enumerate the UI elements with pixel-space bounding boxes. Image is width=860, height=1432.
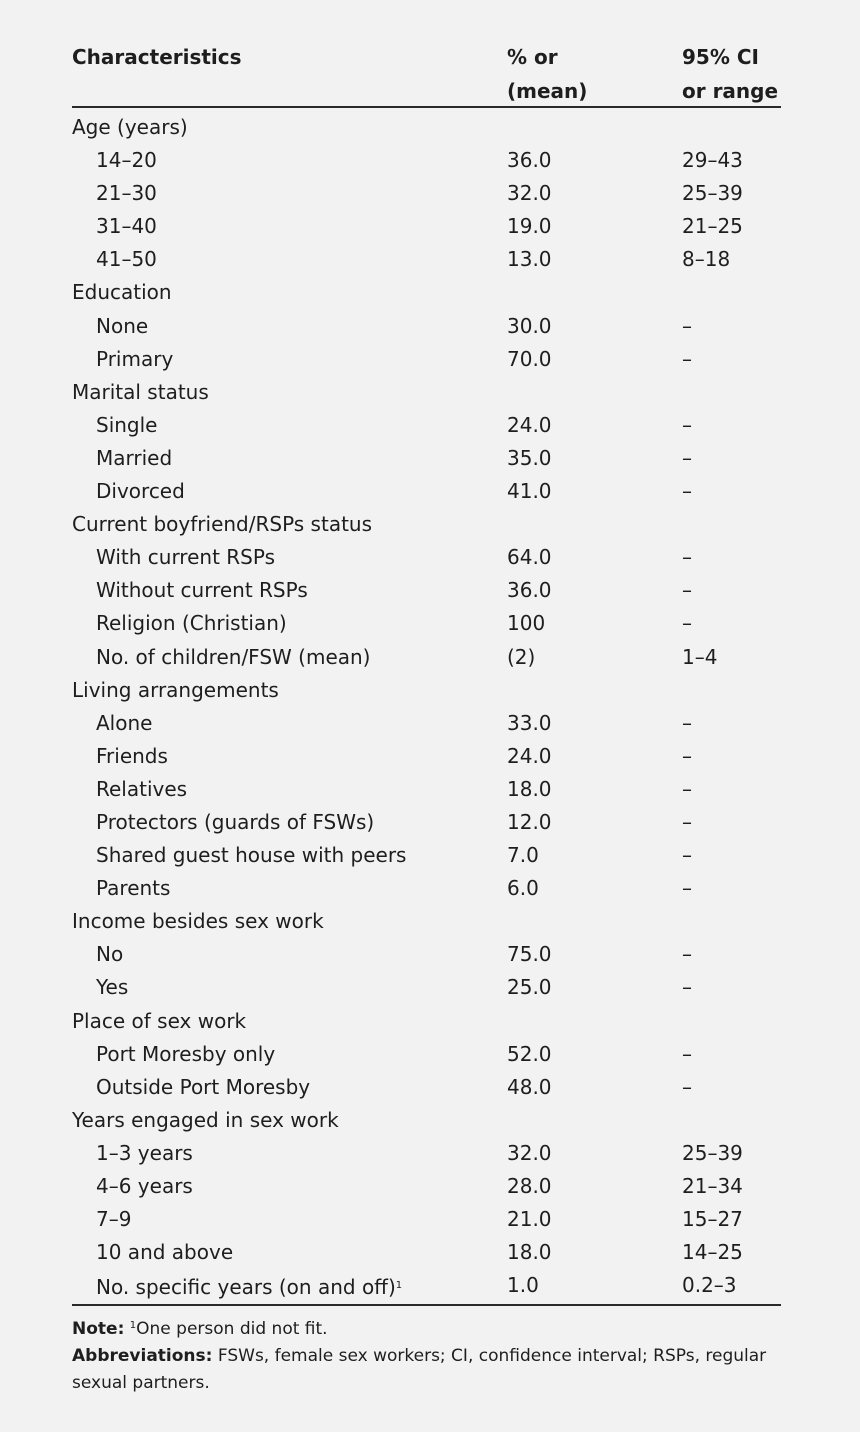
row-label: [96, 310, 148, 343]
header-rule: [72, 106, 781, 108]
table-header: [72, 0, 781, 108]
row-ci: –: [682, 611, 692, 636]
header-ci-range: [682, 40, 778, 108]
row-label: [96, 1236, 233, 1269]
row-label-text: None: [96, 313, 149, 338]
row-label-text: Divorced: [96, 479, 185, 504]
row-label: [96, 210, 157, 243]
row-label-text: Relatives: [96, 776, 188, 801]
row-value: 32.0: [507, 181, 552, 206]
table-row: [72, 243, 781, 276]
category-row: [72, 111, 781, 144]
row-value: (2): [507, 644, 536, 669]
row-label-text: Education: [72, 280, 172, 305]
abbreviations-label: Abbreviations:: [72, 1346, 213, 1366]
row-value: 30.0: [507, 313, 552, 338]
table-row: [72, 1038, 781, 1071]
header-ci-line2: or range: [682, 79, 779, 103]
row-ci: –: [682, 843, 692, 868]
table-row: [72, 707, 781, 740]
row-ci: 29–43: [682, 148, 743, 173]
row-label-text: Place of sex work: [72, 1008, 247, 1033]
row-label: [96, 1038, 275, 1071]
header-ci-line1: 95% CI: [682, 45, 759, 69]
row-value: 1.0: [507, 1273, 539, 1298]
row-label-text: 1–3 years: [96, 1140, 193, 1165]
row-value: 64.0: [507, 545, 552, 570]
row-label-text: Outside Port Moresby: [96, 1074, 311, 1099]
row-label: [96, 607, 287, 640]
row-label-text: With current RSPs: [96, 545, 275, 570]
table-row: [72, 310, 781, 343]
row-value: 100: [507, 611, 546, 636]
row-ci: 8–18: [682, 247, 731, 272]
row-label: [72, 674, 279, 707]
row-value: 36.0: [507, 578, 552, 603]
row-label-text: Shared guest house with peers: [96, 843, 407, 868]
header-percent-mean: [507, 40, 587, 108]
row-label-text: Married: [96, 445, 173, 470]
row-label-text: Primary: [96, 346, 174, 371]
row-ci: –: [682, 809, 692, 834]
table-row: [72, 144, 781, 177]
row-label-text: No: [96, 942, 124, 967]
row-value: 70.0: [507, 346, 552, 371]
row-ci: –: [682, 313, 692, 338]
row-label: [96, 177, 157, 210]
table-row: [72, 971, 781, 1004]
row-ci: –: [682, 1041, 692, 1066]
row-label: [72, 111, 188, 144]
row-ci: 15–27: [682, 1207, 743, 1232]
table-row: [72, 641, 781, 674]
row-label-text: Religion (Christian): [96, 611, 287, 636]
row-label-text: No. specific years (on and off): [96, 1275, 396, 1300]
abbreviations-line: [72, 1343, 784, 1397]
row-label-text: Age (years): [72, 115, 188, 139]
note-superscript: 1: [129, 1320, 137, 1331]
row-label-text: Without current RSPs: [96, 578, 308, 603]
row-ci: 21–25: [682, 214, 743, 239]
table-row: [72, 210, 781, 243]
category-row: [72, 276, 781, 309]
table-row: [72, 872, 781, 905]
table-row: [72, 1269, 781, 1302]
row-label-text: 14–20: [96, 148, 157, 173]
table-row: [72, 409, 781, 442]
category-row: [72, 905, 781, 938]
row-ci: 25–39: [682, 1140, 743, 1165]
row-value: 28.0: [507, 1174, 552, 1198]
table-row: [72, 1071, 781, 1104]
row-value: 19.0: [507, 214, 552, 239]
table-row: [72, 541, 781, 574]
row-label: [96, 971, 128, 1004]
row-value: 41.0: [507, 479, 552, 504]
row-ci: 1–4: [682, 644, 718, 669]
table-row: [72, 1137, 781, 1170]
row-label-text: 41–50: [96, 247, 157, 272]
row-value: 18.0: [507, 1240, 552, 1265]
row-ci: –: [682, 776, 692, 801]
row-label: [72, 376, 209, 409]
row-label-text: Living arrangements: [72, 677, 279, 702]
row-ci: –: [682, 942, 692, 967]
row-label: [96, 773, 187, 806]
row-ci: –: [682, 346, 692, 371]
row-label-text: No. of children/FSW (mean): [96, 644, 371, 669]
row-label-text: 31–40: [96, 214, 157, 239]
table-row: [72, 1203, 781, 1236]
row-value: 24.0: [507, 412, 552, 437]
row-superscript: 1: [395, 1280, 403, 1292]
table-row: [72, 740, 781, 773]
row-label-text: Parents: [96, 876, 171, 901]
row-ci: –: [682, 545, 692, 570]
row-value: 75.0: [507, 942, 552, 967]
row-label: [96, 541, 275, 574]
table-row: [72, 1236, 781, 1269]
row-label-text: Yes: [96, 975, 129, 1000]
row-value: 7.0: [507, 843, 539, 868]
row-ci: 0.2–3: [682, 1273, 737, 1298]
category-row: [72, 1005, 781, 1038]
table-row: [72, 177, 781, 210]
note-label: Note:: [72, 1319, 125, 1339]
row-label: [96, 243, 157, 276]
row-value: 36.0: [507, 148, 552, 173]
row-label-text: Income besides sex work: [72, 909, 324, 934]
category-row: [72, 674, 781, 707]
row-ci: –: [682, 710, 692, 735]
category-row: [72, 508, 781, 541]
row-label: [72, 905, 324, 938]
row-value: 6.0: [507, 876, 539, 901]
table-row: [72, 475, 781, 508]
row-ci: –: [682, 743, 692, 768]
table-row: [72, 839, 781, 872]
row-value: 35.0: [507, 445, 552, 470]
row-label-text: 21–30: [96, 181, 157, 206]
row-ci: 21–34: [682, 1174, 743, 1198]
row-value: 25.0: [507, 975, 552, 1000]
header-percent-line2: (mean): [507, 79, 588, 103]
row-label: [96, 1203, 131, 1236]
bottom-rule: [72, 1304, 781, 1306]
row-label: [96, 872, 170, 905]
row-label-text: 10 and above: [96, 1240, 234, 1265]
row-value: 33.0: [507, 710, 552, 735]
note-line: [72, 1312, 784, 1343]
row-ci: 25–39: [682, 181, 743, 206]
row-label: [96, 475, 185, 508]
row-label-text: Port Moresby only: [96, 1041, 276, 1066]
row-label: [96, 442, 172, 475]
row-value: 48.0: [507, 1074, 552, 1099]
row-label: [96, 574, 308, 607]
row-value: 13.0: [507, 247, 552, 272]
header-percent-line1: % or: [507, 45, 558, 69]
row-value: 21.0: [507, 1207, 552, 1232]
row-label-text: 4–6 years: [96, 1174, 193, 1198]
row-label: [72, 276, 172, 309]
row-ci: 14–25: [682, 1240, 743, 1265]
row-label: [72, 1104, 339, 1137]
category-row: [72, 376, 781, 409]
row-label: [96, 839, 406, 872]
row-label: [96, 707, 152, 740]
row-label: [96, 1170, 193, 1203]
row-ci: –: [682, 578, 692, 603]
abbreviations-text: FSWs, female sex workers; CI, confidence interval; RSPs, regular sexual partners.: [72, 1346, 767, 1393]
row-label: [72, 1005, 246, 1038]
row-ci: –: [682, 876, 692, 901]
table-row: [72, 773, 781, 806]
table-row: [72, 343, 781, 376]
row-label-text: Protectors (guards of FSWs): [96, 809, 375, 834]
row-label-text: Marital status: [72, 379, 209, 404]
row-ci: –: [682, 1074, 692, 1099]
table-row: [72, 938, 781, 971]
row-label-text: Alone: [96, 710, 153, 735]
table-row: [72, 442, 781, 475]
row-label: [72, 508, 372, 541]
row-label: [96, 409, 157, 442]
header-characteristics: Characteristics: [72, 45, 242, 69]
row-value: 32.0: [507, 1140, 552, 1165]
category-row: [72, 1104, 781, 1137]
row-label-text: Years engaged in sex work: [72, 1107, 339, 1132]
row-ci: –: [682, 975, 692, 1000]
row-label: [96, 740, 168, 773]
row-label: [96, 1137, 193, 1170]
characteristics-table: [72, 0, 781, 1300]
row-value: 18.0: [507, 776, 552, 801]
table-notes: [72, 1312, 784, 1397]
note-text: One person did not fit.: [136, 1319, 328, 1339]
table-row: [72, 806, 781, 839]
table-row: [72, 574, 781, 607]
row-label: [96, 343, 173, 376]
row-label-text: Current boyfriend/RSPs status: [72, 512, 373, 537]
row-label: [96, 1269, 402, 1304]
row-label-text: 7–9: [96, 1207, 132, 1232]
row-label-text: Single: [96, 412, 158, 437]
row-ci: –: [682, 479, 692, 504]
table-body: [72, 111, 781, 1302]
row-ci: –: [682, 412, 692, 437]
table-row: [72, 1170, 781, 1203]
row-label: [96, 144, 157, 177]
row-label-text: Friends: [96, 743, 168, 768]
table-row: [72, 607, 781, 640]
row-label: [96, 1071, 310, 1104]
row-label: [96, 641, 370, 674]
row-value: 24.0: [507, 743, 552, 768]
row-label: [96, 806, 374, 839]
row-ci: –: [682, 445, 692, 470]
row-value: 12.0: [507, 809, 552, 834]
row-value: 52.0: [507, 1041, 552, 1066]
row-label: [96, 938, 123, 971]
